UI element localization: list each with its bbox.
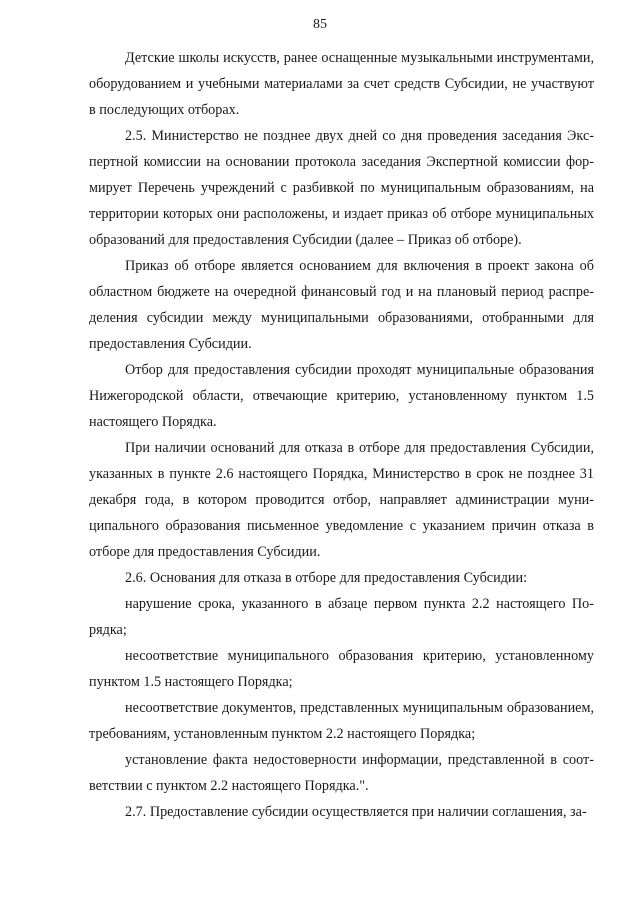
list-item-criterion-mismatch: несоответствие муниципального образования критерию, установленному пунктом 1.5 настоящего Порядка; [89, 648, 594, 690]
document-body [89, 45, 594, 825]
paragraph-art-schools: Детские школы искусств, ранее оснащенные музыкальными инструментами, оборудованием и учебными материалами за счет средств Субсидии, не участвуют в последующих отборах. [89, 50, 594, 118]
paragraph-2-6-heading: 2.6. Основания для отказа в отборе для предоставления Субсидии: [125, 570, 528, 586]
paragraph-selection-eligibility: Отбор для предоставления субсидии проходят муниципальные образования Нижегородской области, отвечающие критерию, установленному пунктом 1.5 настоящего Порядка. [89, 362, 594, 430]
paragraph-2-5: 2.5. Министерство не позднее двух дней со дня проведения заседания Экспертной комиссии на основании протокола заседания Экспертной комиссии формирует Перечень учреждений с разбивкой по муниципальным образованиям, на территории которых они расположены, и издает приказ об отборе муниципальных образований для предоставления Субсидии (далее – Приказ об отборе). [89, 128, 594, 248]
list-item-unreliable-information: установление факта недостоверности информации, представленной в соответствии с пунктом 2.2 настоящего Порядка.". [89, 752, 594, 794]
list-item-deadline-violation: нарушение срока, указанного в абзаце первом пункта 2.2 настоящего Порядка; [89, 596, 594, 638]
paragraph-order-basis: Приказ об отборе является основанием для включения в проект закона об областном бюджете на очередной финансовый год и на плановый период распределения субсидии между муниципальными образованиями, отобранными для предоставления Субсидии. [89, 258, 594, 352]
list-item-documents-mismatch: несоответствие документов, представленных муниципальным образованием, требованиям, установленным пунктом 2.2 настоящего Порядка; [89, 700, 594, 742]
paragraph-2-7: 2.7. Предоставление субсидии осуществляется при наличии соглашения, за- [125, 804, 587, 820]
paragraph-refusal-notice: При наличии оснований для отказа в отборе для предоставления Субсидии, указанных в пункте 2.6 настоящего Порядка, Министерство в срок не позднее 31 декабря года, в котором проводится отбор, направляет администрации муниципального образования письменное уведомление с указанием причин отказа в отборе для предоставления Субсидии. [89, 440, 594, 560]
page-number: 85 [313, 17, 327, 32]
